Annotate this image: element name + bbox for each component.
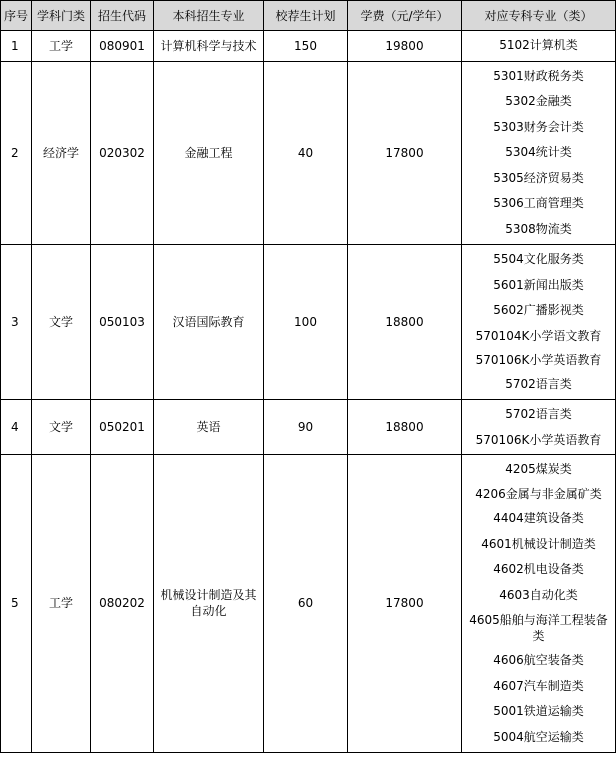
cell-major: 金融工程 — [154, 61, 264, 245]
vocational-major-item: 4205煤炭类 — [505, 461, 572, 476]
vocational-major-item: 5602广播影视类 — [493, 303, 584, 317]
cell-no: 4 — [1, 400, 32, 455]
cell-category: 工学 — [32, 454, 91, 753]
vocational-major-item: 5001铁道运输类 — [493, 704, 584, 718]
table-row — [1, 454, 616, 753]
vocational-major-item: 570106K小学英语教育 — [475, 432, 602, 447]
vocational-major-item: 5308物流类 — [505, 221, 572, 236]
vocational-major-item: 5504文化服务类 — [493, 252, 584, 266]
cell-fee: 17800 — [348, 454, 462, 753]
cell-no: 3 — [1, 245, 32, 400]
cell-fee: 18800 — [348, 245, 462, 400]
vocational-major-item: 4603自动化类 — [499, 587, 578, 602]
table-body — [1, 31, 616, 753]
vocational-major-item: 5601新闻出版类 — [493, 277, 584, 292]
cell-no: 1 — [1, 31, 32, 62]
table-header — [1, 1, 616, 31]
cell-code: 020302 — [91, 61, 154, 245]
cell-category: 工学 — [32, 31, 91, 62]
table-row — [1, 31, 616, 62]
vocational-major-item: 5306工商管理类 — [493, 196, 584, 210]
cell-plan: 40 — [264, 61, 348, 245]
cell-fee: 19800 — [348, 31, 462, 62]
vocational-major-item: 5304统计类 — [505, 145, 572, 159]
vocational-major-item: 4206金属与非金属矿类 — [475, 487, 602, 501]
cell-code: 050201 — [91, 400, 154, 455]
cell-major: 汉语国际教育 — [154, 245, 264, 400]
vocational-major-item: 5305经济贸易类 — [493, 170, 584, 185]
vocational-major-item: 5302金融类 — [505, 94, 572, 108]
vocational-major-item: 4607汽车制造类 — [493, 678, 584, 693]
cell-no: 2 — [1, 61, 32, 245]
cell-vocational-list — [462, 245, 616, 400]
cell-vocational-list — [462, 454, 616, 753]
header-vocational: 对应专科专业（类） — [462, 1, 616, 31]
vocational-major-item: 5301财政税务类 — [493, 68, 584, 83]
header-plan: 校荐生计划 — [264, 1, 348, 31]
vocational-major-item: 5303财务会计类 — [493, 119, 584, 134]
cell-vocational-list — [462, 400, 616, 455]
vocational-major-item: 4404建筑设备类 — [493, 511, 584, 525]
header-no: 序号 — [1, 1, 32, 31]
cell-no: 5 — [1, 454, 32, 753]
header-fee: 学费（元/学年） — [348, 1, 462, 31]
vocational-major-item: 570104K小学语文教育 — [475, 328, 602, 343]
cell-category: 文学 — [32, 400, 91, 455]
table-row — [1, 400, 616, 455]
header-major: 本科招生专业 — [154, 1, 264, 31]
table-row — [1, 61, 616, 245]
header-code: 招生代码 — [91, 1, 154, 31]
cell-fee: 17800 — [348, 61, 462, 245]
cell-category: 文学 — [32, 245, 91, 400]
cell-code: 080202 — [91, 454, 154, 753]
vocational-major-item: 4602机电设备类 — [493, 562, 584, 576]
cell-code: 050103 — [91, 245, 154, 400]
cell-plan: 90 — [264, 400, 348, 455]
vocational-major-item: 570106K小学英语教育 — [475, 352, 602, 367]
vocational-major-item: 5102计算机类 — [499, 38, 578, 52]
cell-category: 经济学 — [32, 61, 91, 245]
vocational-major-item: 4605船舶与海洋工程装备类 — [469, 613, 608, 643]
vocational-major-item: 5702语言类 — [505, 407, 572, 421]
vocational-major-item: 5004航空运输类 — [493, 729, 584, 744]
cell-major: 英语 — [154, 400, 264, 455]
vocational-major-item: 5702语言类 — [505, 376, 572, 391]
cell-major: 计算机科学与技术 — [154, 31, 264, 62]
cell-vocational-list — [462, 31, 616, 62]
cell-code: 080901 — [91, 31, 154, 62]
vocational-major-item: 4606航空装备类 — [493, 653, 584, 667]
cell-plan: 60 — [264, 454, 348, 753]
cell-vocational-list — [462, 61, 616, 245]
vocational-major-item: 4601机械设计制造类 — [481, 536, 596, 551]
cell-plan: 100 — [264, 245, 348, 400]
cell-major: 机械设计制造及其自动化 — [154, 454, 264, 753]
cell-plan: 150 — [264, 31, 348, 62]
table-row — [1, 245, 616, 400]
header-category: 学科门类 — [32, 1, 91, 31]
cell-fee: 18800 — [348, 400, 462, 455]
header-row — [1, 1, 616, 31]
